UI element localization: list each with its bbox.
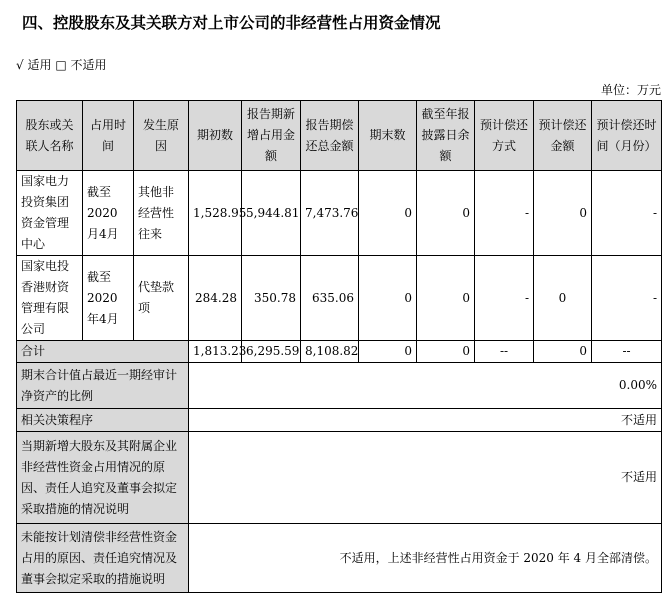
header-cell: 占用时间 — [83, 101, 134, 171]
header-cell: 截至年报披露日余额 — [417, 101, 475, 171]
info-row — [17, 432, 662, 524]
header-cell: 预计偿还方式 — [475, 101, 534, 171]
total-closing: 0 — [359, 341, 417, 363]
cell-name: 国家电力投资集团资金管理中心 — [17, 171, 83, 256]
cell-method: - — [475, 256, 534, 341]
total-row — [17, 341, 662, 363]
total-new: 6,295.59 — [242, 341, 301, 363]
header-cell: 发生原因 — [134, 101, 189, 171]
cell-repaid: 7,473.76 — [301, 171, 359, 256]
check-mark-icon: √ — [16, 58, 24, 72]
total-method: -- — [475, 341, 534, 363]
header-cell: 预计偿还金额 — [534, 101, 592, 171]
info-label: 未能按计划清偿非经营性资金占用的原因、责任追究情况及董事会拟定采取的措施说明 — [17, 524, 189, 593]
header-cell: 股东或关联人名称 — [17, 101, 83, 171]
info-row — [17, 524, 662, 593]
not-applicable-label: 不适用 — [70, 58, 107, 72]
total-month: -- — [592, 341, 662, 363]
cell-month: - — [592, 171, 662, 256]
cell-balance: 0 — [417, 256, 475, 341]
cell-opening: 284.28 — [189, 256, 242, 341]
table-row — [17, 171, 662, 256]
cell-name: 国家电投香港财资管理有限公司 — [17, 256, 83, 341]
section-title: 四、控股股东及其关联方对上市公司的非经营性占用资金情况 — [22, 14, 441, 32]
header-cell: 期初数 — [189, 101, 242, 171]
applicability-line — [16, 56, 107, 73]
checkbox-empty-icon: □ — [55, 58, 67, 72]
cell-reason: 其他非经营性往来 — [134, 171, 189, 256]
info-value: 不适用 — [189, 432, 662, 524]
cell-repaid: 635.06 — [301, 256, 359, 341]
info-value: 不适用，上述非经营性占用资金于 2020 年 4 月全部清偿。 — [189, 524, 662, 593]
total-opening: 1,813.23 — [189, 341, 242, 363]
cell-closing: 0 — [359, 256, 417, 341]
applicable-label: 适用 — [27, 58, 52, 72]
info-row — [17, 363, 662, 409]
info-label: 相关决策程序 — [17, 409, 189, 432]
header-cell: 报告期偿还总金额 — [301, 101, 359, 171]
fund-occupation-table — [16, 100, 662, 593]
cell-amount: 0 — [534, 171, 592, 256]
cell-reason: 代垫款项 — [134, 256, 189, 341]
info-label: 期末合计值占最近一期经审计净资产的比例 — [17, 363, 189, 409]
total-repaid: 8,108.82 — [301, 341, 359, 363]
total-label: 合计 — [17, 341, 189, 363]
cell-month: - — [592, 256, 662, 341]
cell-time: 截至2020年4月 — [83, 256, 134, 341]
cell-opening: 1,528.95 — [189, 171, 242, 256]
cell-new: 350.78 — [242, 256, 301, 341]
cell-new: 5,944.81 — [242, 171, 301, 256]
cell-method: - — [475, 171, 534, 256]
table-row — [17, 256, 662, 341]
header-cell: 期末数 — [359, 101, 417, 171]
cell-amount: 0 — [534, 256, 592, 341]
unit-label: 单位：万元 — [600, 83, 661, 97]
header-cell: 报告期新增占用金额 — [242, 101, 301, 171]
info-value: 0.00% — [189, 363, 662, 409]
info-value: 不适用 — [189, 409, 662, 432]
info-row — [17, 409, 662, 432]
cell-balance: 0 — [417, 171, 475, 256]
header-cell: 预计偿还时间（月份） — [592, 101, 662, 171]
cell-time: 截至2020月4月 — [83, 171, 134, 256]
cell-closing: 0 — [359, 171, 417, 256]
total-balance: 0 — [417, 341, 475, 363]
header-row — [17, 101, 662, 171]
info-label: 当期新增大股东及其附属企业非经营性资金占用情况的原因、责任人追究及董事会拟定采取措施的情况说明 — [17, 432, 189, 524]
total-amount: 0 — [534, 341, 592, 363]
